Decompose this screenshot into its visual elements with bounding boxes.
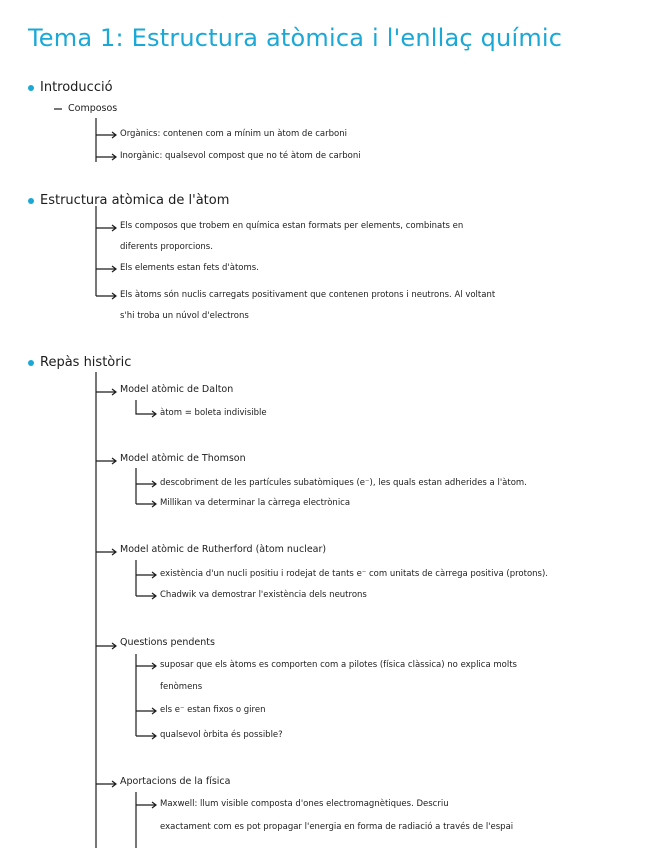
list-item: Chadwik va demostrar l'existència dels neutrons <box>160 590 367 600</box>
model-dalton-label: Model atòmic de Dalton <box>120 384 234 395</box>
list-item: suposar que els àtoms es comporten com a pilotes (física clàssica) no explica molts <box>160 660 517 670</box>
list-item: Maxwell: llum visible composta d'ones electromagnètiques. Descriu <box>160 799 449 809</box>
list-item: àtom = boleta indivisible <box>160 408 267 418</box>
model-thomson-label: Model atòmic de Thomson <box>120 453 246 464</box>
section-heading-intro: Introducció <box>40 80 113 95</box>
list-item: Inorgànic: qualsevol compost que no té àtom de carboni <box>120 151 361 161</box>
list-item: existència d'un nucli positiu i rodejat de tants e⁻ com unitats de càrrega positiva (protons). <box>160 569 548 579</box>
section-heading-repas: Repàs històric <box>40 355 132 370</box>
list-item: descobriment de les partícules subatòmiques (e⁻), les quals estan adherides a l'àtom. <box>160 478 527 488</box>
list-item: qualsevol òrbita és possible? <box>160 730 283 740</box>
list-item: Millikan va determinar la càrrega electrònica <box>160 498 351 508</box>
list-item: fenòmens <box>160 682 203 692</box>
bullet-icon <box>28 198 34 204</box>
list-item: Orgànics: contenen com a mínim un àtom de carboni <box>120 129 347 139</box>
list-item: els e⁻ estan fixos o giren <box>160 705 266 715</box>
list-item: Els composos que trobem en química estan formats per elements, combinats en <box>120 221 464 231</box>
list-item: Els elements estan fets d'àtoms. <box>120 263 259 273</box>
aportacions-label: Aportacions de la física <box>120 776 231 787</box>
list-item: exactament com es pot propagar l'energia en forma de radiació a través de l'espai <box>160 822 514 832</box>
questions-label: Questions pendents <box>120 637 215 648</box>
list-item: Els àtoms són nuclis carregats positivament que contenen protons i neutrons. Al voltant <box>120 290 496 300</box>
page-title: Tema 1: Estructura atòmica i l'enllaç químic <box>28 24 563 52</box>
model-rutherford-label: Model atòmic de Rutherford (àtom nuclear) <box>120 544 327 555</box>
section-heading-estructura: Estructura atòmica de l'àtom <box>40 193 230 208</box>
list-item: diferents proporcions. <box>120 242 213 252</box>
bullet-icon <box>28 360 34 366</box>
list-item: s'hi troba un núvol d'electrons <box>120 311 249 321</box>
subheading-composos: Composos <box>68 103 118 114</box>
bullet-icon <box>28 85 34 91</box>
